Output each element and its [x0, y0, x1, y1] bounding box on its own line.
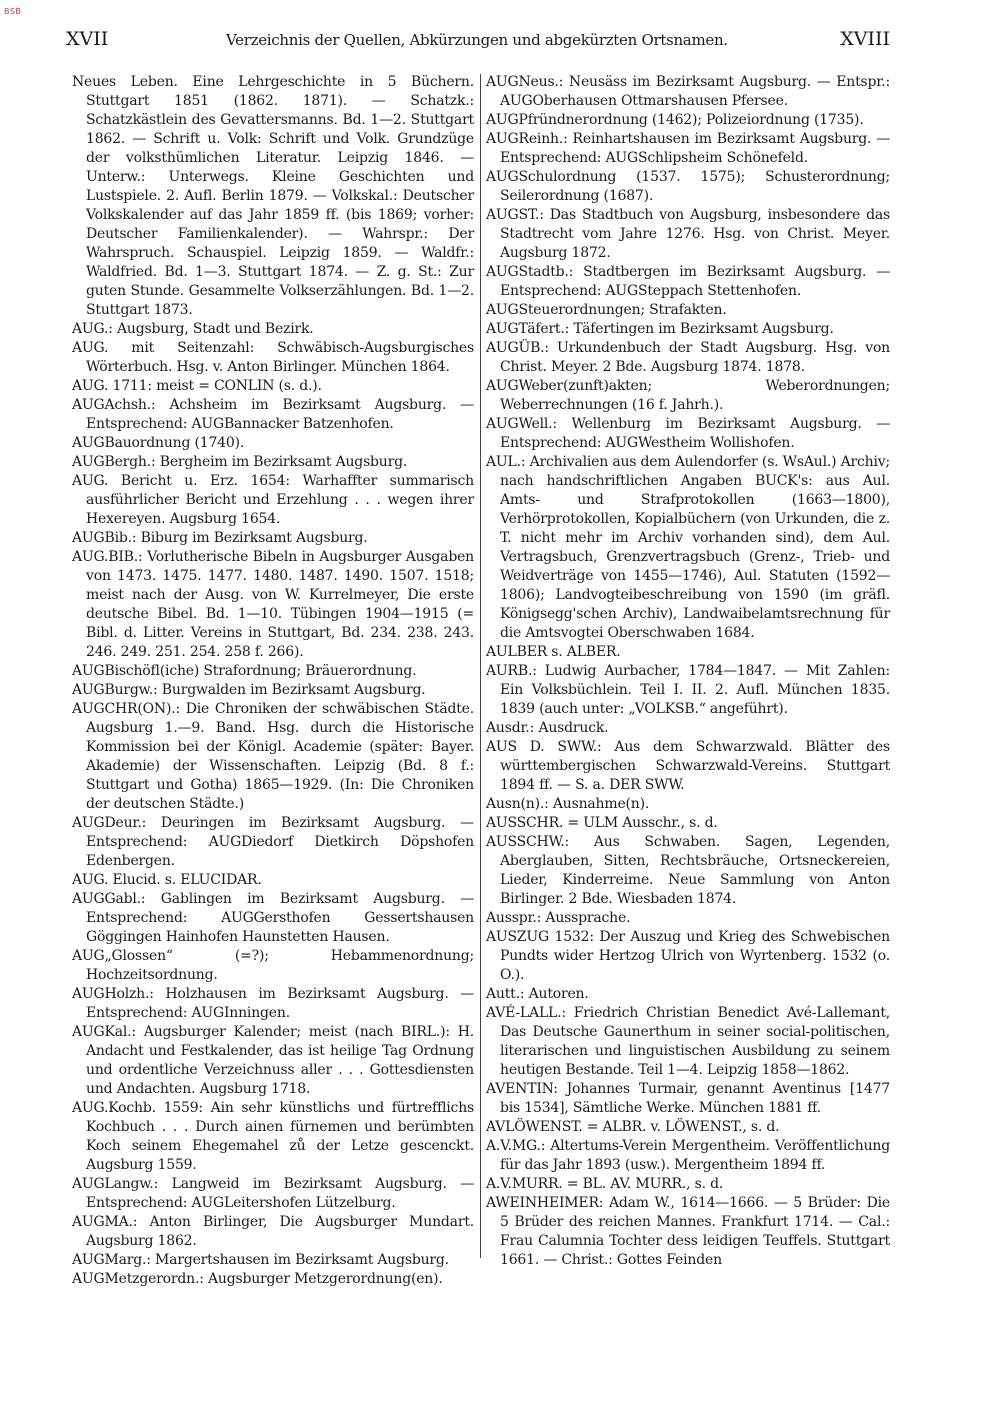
glossary-entry: AUGKal.: Augsburger Kalender; meist (nach BIRL.): H. Andacht und Festkalender, das ist heilige Tag Ordnung und ordentliche Verzeichnuss aller . . . Gottesdiensten und Andachten. Augsburg 1718.	[72, 1024, 474, 1097]
glossary-entry: AUGSchulordnung (1537. 1575); Schusterordnung; Seilerordnung (1687).	[486, 169, 890, 204]
glossary-entry: AVLÖWENST. = ALBR. v. LÖWENST., s. d.	[486, 1119, 780, 1135]
glossary-entry: AUGGabl.: Gablingen im Bezirksamt Augsburg. — Entsprechend: AUGGersthofen Gessertshausen Göggingen Hainhofen Haunstetten Hausen.	[72, 891, 474, 945]
glossary-entry: AUGPfründnerordnung (1462); Polizeiordnung (1735).	[486, 112, 864, 128]
glossary-entry: AUGCHR(ON).: Die Chroniken der schwäbischen Städte. Augsburg 1.—9. Band. Hsg. durch die Historische Kommission bei der Königl. Academie (später: Bayer. Akademie) der Wissenschaften. Leipzig (Bd. 8 f.: Stuttgart und Gotha) 1865—1929. (In: Die Chroniken der deutschen Städte.)	[72, 701, 474, 812]
glossary-entry: AUGAchsh.: Achsheim im Bezirksamt Augsburg. — Entsprechend: AUGBannacker Batzenhofen.	[72, 397, 474, 432]
glossary-entry: AUSZUG 1532: Der Auszug und Krieg des Schwebischen Pundts wider Hertzog Ulrich von Wyrtenberg. 1532 (o. O.).	[486, 929, 890, 983]
glossary-entry: AUGSteuerordnungen; Strafakten.	[486, 302, 727, 318]
glossary-entry: Ausspr.: Aussprache.	[486, 910, 631, 926]
glossary-entry: AVENTIN: Johannes Turmair, genannt Aventinus [1477 bis 1534], Sämtliche Werke. München 1881 ff.	[486, 1081, 890, 1116]
glossary-entry: Neues Leben. Eine Lehrgeschichte in 5 Büchern. Stuttgart 1851 (1862. 1871). — Schatzk.: Schatzkästlein des Gevattersmanns. Bd. 1—2. Stuttgart 1862. — Schrift u. Volk: Schrift und Volk. Grundzüge der volksthümlichen Literatur. Leipzig 1846. — Unterw.: Unterwegs. Kleine Geschichten und Lustspiele. 2. Aufl. Berlin 1879. — Volkskal.: Deutscher Volkskalender auf das Jahr 1859 ff. (bis 1869; vorher: Deutscher Familienkalender). — Wahrspr.: Der Wahrspruch. Schauspiel. Leipzig 1859. — Waldfr.: Waldfried. Bd. 1—3. Stuttgart 1874. — Z. g. St.: Zur guten Stunde. Gesammelte Volkserzählungen. Bd. 1—2. Stuttgart 1873.	[72, 74, 474, 318]
page-header	[66, 24, 890, 58]
glossary-entry: AUS D. SWW.: Aus dem Schwarzwald. Blätter des württembergischen Schwarzwald-Vereins. Stuttgart 1894 ff. — S. a. DER SWW.	[486, 739, 890, 793]
glossary-entry: AUGReinh.: Reinhartshausen im Bezirksamt Augsburg. — Entsprechend: AUGSchlipsheim Schönefeld.	[486, 131, 890, 166]
glossary-entry: AUGMetzgerordn.: Augsburger Metzgerordnung(en).	[72, 1271, 443, 1287]
glossary-entry: Ausn(n).: Ausnahme(n).	[486, 796, 650, 812]
glossary-entry: Autt.: Autoren.	[486, 986, 589, 1002]
page-title: Verzeichnis der Quellen, Abkürzungen und abgekürzten Ortsnamen.	[226, 31, 728, 49]
glossary-entry: AUG. mit Seitenzahl: Schwäbisch-Augsburgisches Wörterbuch. Hsg. v. Anton Birlinger. München 1864.	[72, 340, 474, 375]
glossary-entry: A.V.MG.: Altertums-Verein Mergentheim. Veröffentlichung für das Jahr 1893 (usw.). Mergentheim 1894 ff.	[486, 1138, 890, 1173]
glossary-entry: AUGHolzh.: Holzhausen im Bezirksamt Augsburg. — Entsprechend: AUGInningen.	[72, 986, 474, 1021]
glossary-entry: AUGBergh.: Bergheim im Bezirksamt Augsburg.	[72, 454, 408, 470]
glossary-entry: AUGLangw.: Langweid im Bezirksamt Augsburg. — Entsprechend: AUGLeitershofen Lützelburg.	[72, 1176, 474, 1211]
glossary-entry: AUSSCHW.: Aus Schwaben. Sagen, Legenden, Aberglauben, Sitten, Rechtsbräuche, Ortsneckereien, Lieder, Kinderreime. Neue Sammlung von Anton Birlinger. 2 Bde. Wiesbaden 1874.	[486, 834, 890, 907]
glossary-entry: Ausdr.: Ausdruck.	[486, 720, 609, 736]
glossary-entry: AUGNeus.: Neusäss im Bezirksamt Augsburg. — Entspr.: AUGOberhausen Ottmarshausen Pfersee.	[486, 74, 890, 109]
glossary-entry: A.V.MURR. = BL. AV. MURR., s. d.	[486, 1176, 724, 1192]
glossary-entry: AUGTäfert.: Täfertingen im Bezirksamt Augsburg.	[486, 321, 834, 337]
right-column	[486, 73, 890, 1270]
glossary-entry: AUG„Glossen“ (=?); Hebammenordnung; Hochzeitsordnung.	[72, 948, 474, 983]
glossary-entry: AUGStadtb.: Stadtbergen im Bezirksamt Augsburg. — Entsprechend: AUGSteppach Stettenhofen.	[486, 264, 890, 299]
glossary-entry: AUGDeur.: Deuringen im Bezirksamt Augsburg. — Entsprechend: AUGDiedorf Dietkirch Döpshofen Edenbergen.	[72, 815, 474, 869]
glossary-entry: AULBER s. ALBER.	[486, 644, 621, 660]
glossary-entry: AUGST.: Das Stadtbuch von Augsburg, insbesondere das Stadtrecht vom Jahre 1276. Hsg. von Christ. Meyer. Augsburg 1872.	[486, 207, 890, 261]
glossary-entry: AUG.Kochb. 1559: Ain sehr künstlichs und fürtrefflichs Kochbuch . . . Durch ainen fürnemen und berümbten Koch seinem Ehegemahel zů der Letze gescenckt. Augsburg 1559.	[72, 1100, 474, 1173]
page-number-right: XVIII	[840, 28, 890, 50]
glossary-entry: AURB.: Ludwig Aurbacher, 1784—1847. — Mit Zahlen: Ein Volksbüchlein. Teil I. II. 2. Aufl. München 1835. 1839 (auch unter: „VOLKSB.“ angeführt).	[486, 663, 890, 717]
glossary-entry: AUG. Bericht u. Erz. 1654: Warhaffter summarisch ausführlicher Bericht und Erzehlung . . . wegen ihrer Hexereyen. Augsburg 1654.	[72, 473, 474, 527]
glossary-entry: AVÉ-LALL.: Friedrich Christian Benedict Avé-Lallemant, Das Deutsche Gaunerthum in seiner social-politischen, literarischen und linguistischen Ausbildung zu seinem heutigen Bestande. Teil 1—4. Leipzig 1858—1862.	[486, 1005, 890, 1078]
glossary-entry: AUGMA.: Anton Birlinger, Die Augsburger Mundart. Augsburg 1862.	[72, 1214, 474, 1249]
glossary-entry: AUGBischöfl(iche) Strafordnung; Bräuerordnung.	[72, 663, 417, 679]
glossary-entry: AUGÜB.: Urkundenbuch der Stadt Augsburg. Hsg. von Christ. Meyer. 2 Bde. Augsburg 1874. 1878.	[486, 340, 890, 375]
glossary-entry: AUL.: Archivalien aus dem Aulendorfer (s. WsAul.) Archiv; nach handschriftlichen Angaben BUCK's: aus Aul. Amts- und Strafprotokollen (1663—1800), Verhörprotokollen, Kopialbüchern (von Urkunden, die z. T. nicht mehr im Archiv vorhanden sind), dem Aul. Vertragsbuch, Grenzvertragsbuch (Grenz-, Trieb- und Weidverträge von 1455—1746), Aul. Statuten (1592—1806); Landvogteibeschreibung von 1590 (im gräfl. Königsegg'schen Archiv), Landwaibelamtsrechnung für die Amtsvogtei Oberschwaben 1684.	[486, 454, 890, 641]
glossary-entry: AUG. 1711: meist = CONLIN (s. d.).	[72, 378, 322, 394]
glossary-entry: AUG.BIB.: Vorlutherische Bibeln in Augsburger Ausgaben von 1473. 1475. 1477. 1480. 1487. 1490. 1507. 1518; meist nach der Ausg. von W. Kurrelmeyer, Die erste deutsche Bibel. Bd. 1—10. Tübingen 1904—1915 (= Bibl. d. Litter. Vereins in Stuttgart, Bd. 234. 238. 243. 246. 249. 251. 254. 258 f. 266).	[72, 549, 474, 660]
glossary-entry: AUGWell.: Wellenburg im Bezirksamt Augsburg. — Entsprechend: AUGWestheim Wollishofen.	[486, 416, 890, 451]
glossary-entry: AUSSCHR. = ULM Ausschr., s. d.	[486, 815, 718, 831]
glossary-entry: AUGWeber(zunft)akten; Weberordnungen; Weberrechnungen (16 f. Jahrh.).	[486, 378, 890, 413]
page-number-left: XVII	[66, 28, 109, 50]
column-divider	[480, 74, 481, 1258]
bsb-watermark: BSB	[4, 7, 22, 16]
glossary-entry: AUGMarg.: Margertshausen im Bezirksamt Augsburg.	[72, 1252, 449, 1268]
glossary-entry: AUGBurgw.: Burgwalden im Bezirksamt Augsburg.	[72, 682, 426, 698]
glossary-entry: AUG. Elucid. s. ELUCIDAR.	[72, 872, 262, 888]
glossary-entry: AUG.: Augsburg, Stadt und Bezirk.	[72, 321, 314, 337]
left-column	[72, 73, 474, 1289]
glossary-entry: AUGBauordnung (1740).	[72, 435, 245, 451]
glossary-entry: AWEINHEIMER: Adam W., 1614—1666. — 5 Brüder: Die 5 Brüder des reichen Mannes. Frankfurt 1714. — Cal.: Frau Calumnia Tochter dess leidigen Teuffels. Stuttgart 1661. — Christ.: Gottes Feinden	[486, 1195, 890, 1268]
glossary-entry: AUGBib.: Biburg im Bezirksamt Augsburg.	[72, 530, 368, 546]
